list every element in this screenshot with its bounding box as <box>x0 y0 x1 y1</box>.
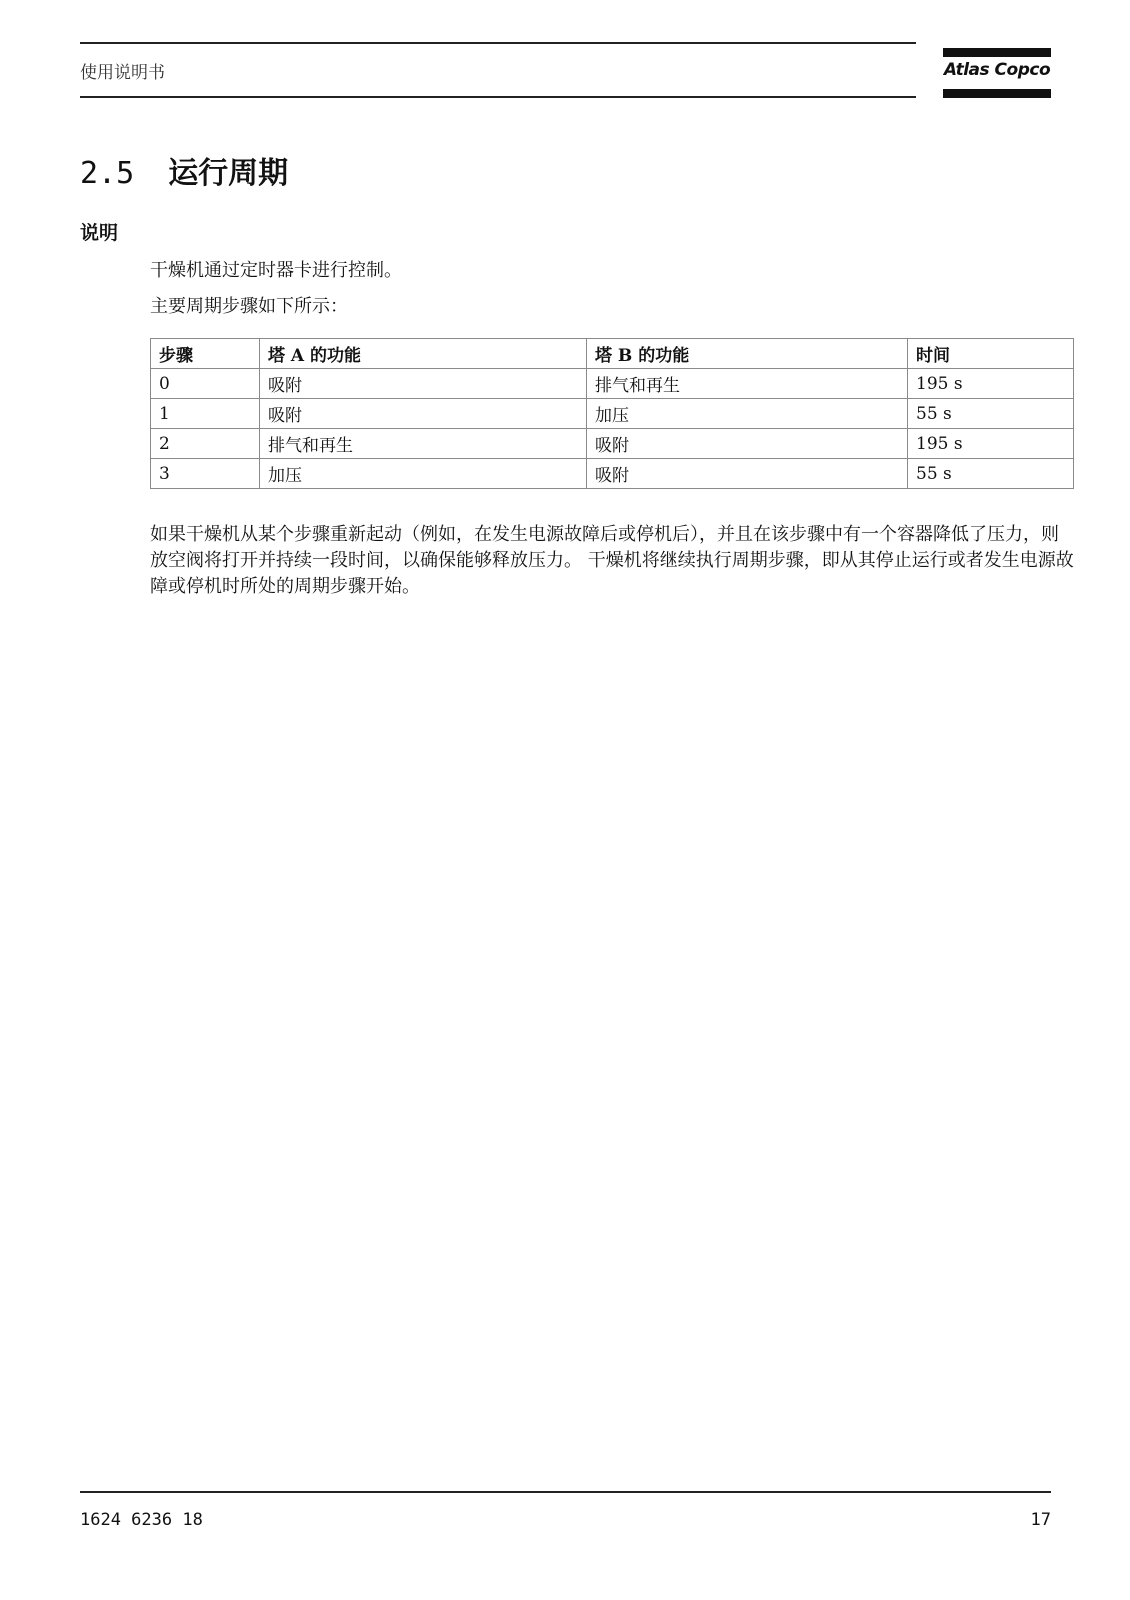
header-tower-b-function: 塔 B 的功能 <box>587 339 908 369</box>
table-row <box>151 459 1074 489</box>
header-step: 步骤 <box>151 339 260 369</box>
cell-tower-a: 加压 <box>260 459 587 489</box>
restart-behaviour-paragraph: 如果干燥机从某个步骤重新起动（例如，在发生电源故障后或停机后），并且在该步骤中有一个容器降低了压力，则放空阀将打开并持续一段时间，以确保能够释放压力。 干燥机将继续执行周期步骤，即从其停止运行或者发生电源故障或停机时所处的周期步骤开始。 <box>150 524 1074 597</box>
page-number: 17 <box>1030 1510 1051 1530</box>
intro-paragraph-2: 主要周期步骤如下所示： <box>150 296 348 317</box>
table-header-row <box>151 339 1074 369</box>
table-row <box>151 369 1074 399</box>
table-row <box>151 399 1074 429</box>
cell-tower-a: 吸附 <box>260 369 587 399</box>
header-tower-a-function: 塔 A 的功能 <box>260 339 587 369</box>
intro-paragraph-1: 干燥机通过定时器卡进行控制。 <box>150 260 402 281</box>
cell-tower-a: 排气和再生 <box>260 429 587 459</box>
table-row <box>151 429 1074 459</box>
cycle-steps-table <box>150 338 1074 489</box>
cell-time: 55 s <box>908 399 1074 429</box>
cell-tower-b: 吸附 <box>587 429 908 459</box>
section-title: 运行周期 <box>168 156 289 191</box>
subheading-description: 说明 <box>80 222 119 244</box>
cell-tower-b: 吸附 <box>587 459 908 489</box>
cell-step: 0 <box>151 369 260 399</box>
cell-step: 2 <box>151 429 260 459</box>
section-heading <box>80 148 288 192</box>
cell-time: 195 s <box>908 429 1074 459</box>
section-number: 2.5 <box>80 156 135 191</box>
document-number: 1624 6236 18 <box>80 1510 203 1530</box>
cell-time: 195 s <box>908 369 1074 399</box>
footer-rule <box>80 1491 1051 1493</box>
cell-tower-b: 排气和再生 <box>587 369 908 399</box>
header-bottom-rule <box>80 96 916 98</box>
logo-bottom-bar <box>943 89 1051 98</box>
cell-step: 1 <box>151 399 260 429</box>
document-type-label: 使用说明书 <box>80 63 165 83</box>
cell-tower-b: 加压 <box>587 399 908 429</box>
logo-wordmark: Atlas Copco <box>943 60 1051 80</box>
header-time: 时间 <box>908 339 1074 369</box>
cell-tower-a: 吸附 <box>260 399 587 429</box>
cell-time: 55 s <box>908 459 1074 489</box>
cell-step: 3 <box>151 459 260 489</box>
header-top-rule <box>80 42 916 44</box>
atlas-copco-logo <box>943 48 1051 98</box>
logo-top-bar <box>943 48 1051 57</box>
